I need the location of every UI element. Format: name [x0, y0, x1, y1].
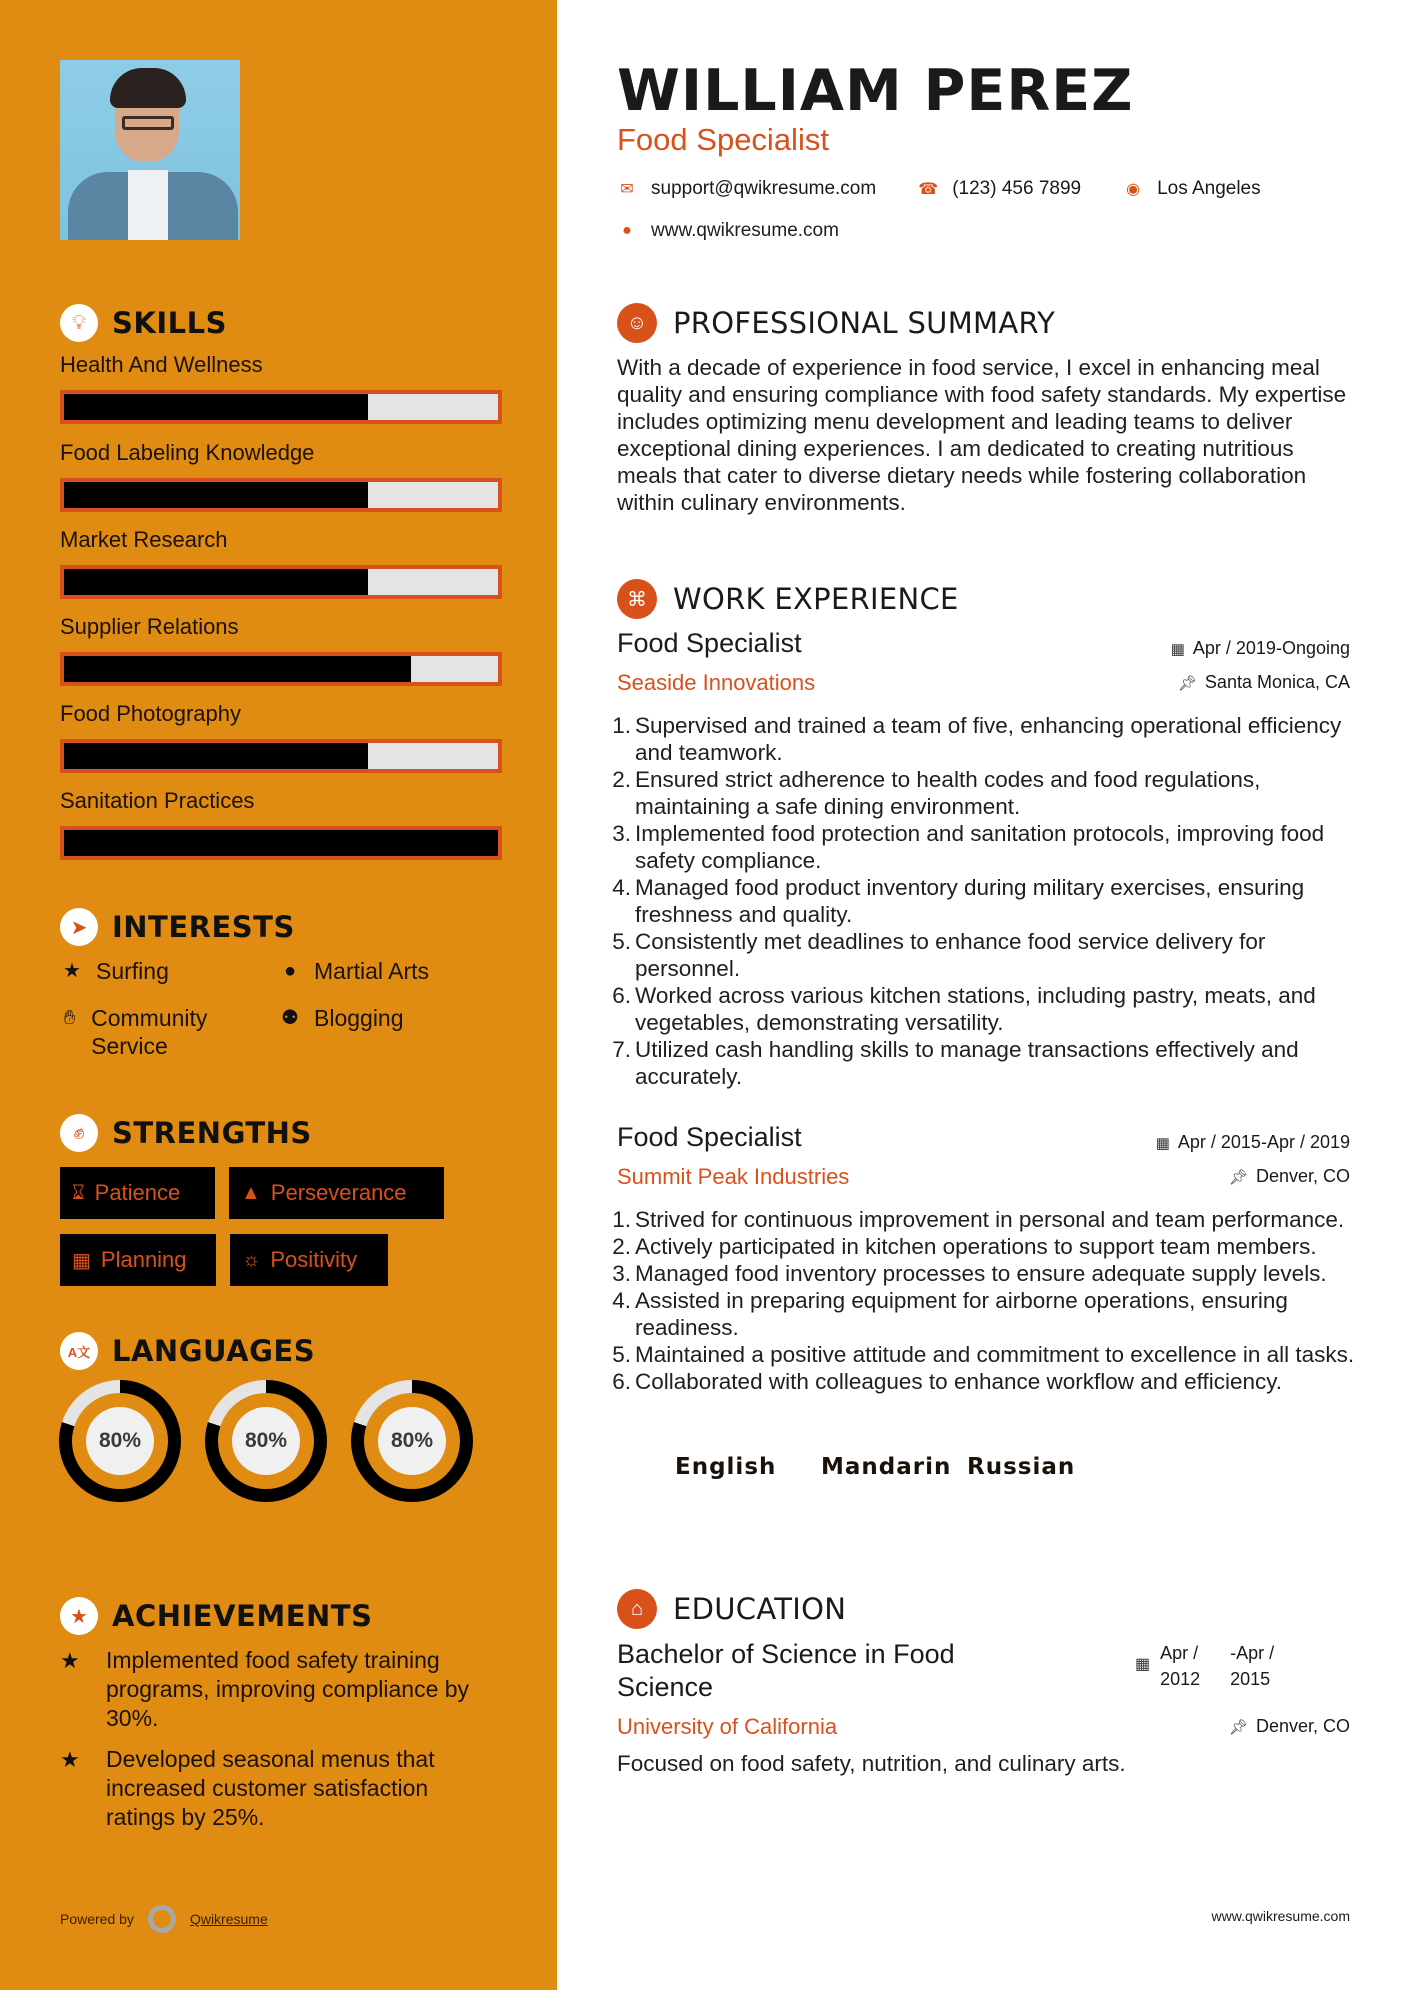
job-location: 📌︎ Denver, CO	[1228, 1166, 1350, 1186]
bullet-item: 6. Worked across various kitchen stations, including pastry, meats, and vegetables, demonstrating versatility.	[612, 983, 1316, 1035]
calendar-icon: ▦	[1155, 1134, 1170, 1152]
bullet-item: 6. Collaborated with colleagues to enhance workflow and efficiency.	[612, 1369, 1283, 1394]
contact-row	[617, 178, 1261, 200]
bullet-item: 4. Managed food product inventory during military exercises, ensuring freshness and quality.	[612, 875, 1305, 927]
bullet-item: 3. Implemented food protection and sanitation protocols, improving food safety compliance.	[612, 821, 1325, 873]
company-name: Summit Peak Industries	[617, 1164, 850, 1189]
strength-badge: ▦ Planning	[60, 1234, 216, 1286]
skill-item	[60, 352, 500, 424]
skill-bar	[60, 652, 502, 686]
calendar-icon: ▦	[1170, 640, 1185, 658]
interest-item: ★ Surfing	[60, 957, 169, 985]
skills-heading: 💡︎ SKILLS	[60, 304, 227, 342]
summary-heading: ☺ PROFESSIONAL SUMMARY	[617, 303, 1055, 343]
star-icon: ★	[63, 960, 81, 982]
calendar-icon: ▦	[1135, 1656, 1151, 1673]
skill-label: Sanitation Practices	[60, 788, 255, 813]
experience-heading: ⌘ WORK EXPERIENCE	[617, 579, 959, 619]
shooting-star-icon: ★	[60, 1747, 80, 1772]
user-icon: ☺	[617, 303, 657, 343]
candidate-name: WILLIAM PEREZ	[617, 58, 1134, 124]
job-dates: ▦ Apr / 2015-Apr / 2019	[1155, 1132, 1350, 1152]
hourglass-icon: ⌛︎	[72, 1181, 85, 1204]
bullet-item: 4. Assisted in preparing equipment for airborne operations, ensuring readiness.	[612, 1288, 1288, 1340]
skill-bar	[60, 826, 502, 860]
globe-icon: ●	[283, 960, 297, 982]
phone-number: (123) 456 7899	[952, 178, 1082, 199]
company-name: Seaside Innovations	[617, 670, 816, 695]
hand-icon: ✋︎	[63, 1007, 76, 1029]
strength-badge: ☼ Positivity	[230, 1234, 388, 1286]
language-gauge: 80% Russian	[350, 1380, 474, 1502]
powered-by: Powered by Qwikresume	[60, 1905, 268, 1933]
education-location: 📌︎ Denver, CO	[1228, 1716, 1350, 1736]
website-row	[617, 220, 839, 242]
pushpin-icon: 📌︎	[1228, 1168, 1248, 1186]
interest-item: ⚉ Blogging	[278, 1004, 404, 1032]
skill-item	[60, 440, 500, 512]
skill-label: Supplier Relations	[60, 614, 239, 639]
profile-photo	[60, 60, 240, 240]
job-role: Food Specialist	[617, 1122, 802, 1152]
bullet-item: 2. Actively participated in kitchen operations to support team members.	[612, 1234, 1317, 1259]
language-gauge: 80% Mandarin	[204, 1380, 328, 1502]
skill-label: Food Photography	[60, 701, 242, 726]
footer-website[interactable]: www.qwikresume.com	[1211, 1908, 1350, 1924]
job-dates: ▦ Apr / 2019-Ongoing	[1170, 638, 1350, 658]
skill-bar	[60, 478, 502, 512]
fist-icon: ✊︎	[60, 1114, 98, 1152]
sun-icon: ☼	[242, 1248, 261, 1271]
bullet-item: 5. Maintained a positive attitude and commitment to excellence in all tasks.	[612, 1342, 1355, 1367]
bullet-item: 2. Ensured strict adherence to health codes and food regulations, maintaining a safe dining environment.	[612, 767, 1261, 819]
users-icon: ⚉	[281, 1007, 299, 1029]
job-title: Food Specialist	[617, 122, 829, 157]
envelope-icon: ✉	[620, 181, 634, 198]
education-description: Focused on food safety, nutrition, and culinary arts.	[617, 1751, 1126, 1776]
strength-badge: ⌛︎ Patience	[60, 1167, 215, 1219]
degree: Bachelor of Science in Food Science	[617, 1639, 955, 1702]
bullet-item: 5. Consistently met deadlines to enhance food service delivery for personnel.	[612, 929, 1266, 981]
paper-plane-icon: ➤	[60, 908, 98, 946]
qwikresume-logo-icon	[148, 1905, 176, 1933]
chair-icon: ⌘	[617, 579, 657, 619]
skill-label: Health And Wellness	[60, 352, 263, 377]
skill-bar	[60, 390, 502, 424]
email-link[interactable]: support@qwikresume.com	[651, 178, 877, 199]
skill-bar	[60, 739, 502, 773]
location: Los Angeles	[1157, 178, 1261, 199]
skill-label: Market Research	[60, 527, 228, 552]
achievement-item: ★ Implemented food safety training programs, improving compliance by 30%.	[60, 1647, 470, 1731]
education-heading: ⌂ EDUCATION	[617, 1589, 846, 1629]
bullet-item: 1. Strived for continuous improvement in personal and team performance.	[612, 1207, 1345, 1232]
map-pin-icon: ◉	[1126, 181, 1141, 198]
interest-item: ● Martial Arts	[278, 957, 429, 985]
strengths-heading: ✊︎ STRENGTHS	[60, 1114, 312, 1152]
summary-text: With a decade of experience in food service, I excel in enhancing meal quality and ensuring compliance with food safety standards. My expertise includes optimizing menu development and leading teams to deliver exceptional dining experiences. I am dedicated to creating nutritious meals that cater to diverse dietary needs while fostering collaboration within culinary environments.	[617, 355, 1347, 515]
pushpin-icon: 📌︎	[1228, 1718, 1248, 1736]
website-link[interactable]: www.qwikresume.com	[651, 220, 839, 241]
bullet-item: 1. Supervised and trained a team of five, enhancing operational efficiency and teamwork.	[612, 713, 1342, 765]
interest-item: ✋︎ Community Service	[60, 1004, 250, 1060]
skill-item	[60, 788, 500, 860]
shooting-star-icon: ★	[60, 1597, 98, 1635]
job-bullets	[610, 712, 1355, 1090]
skill-label: Food Labeling Knowledge	[60, 440, 315, 465]
skill-item	[60, 701, 500, 773]
qwikresume-link[interactable]: Qwikresume	[189, 1911, 268, 1927]
school-name: University of California	[617, 1714, 838, 1739]
phone-icon: ☎	[918, 181, 939, 198]
achievement-item: ★ Developed seasonal menus that increased customer satisfaction ratings by 25%.	[60, 1746, 435, 1830]
education-dates: ▦ Apr / 2012 -Apr / 2015	[1135, 1640, 1290, 1692]
skill-item	[60, 527, 500, 599]
strength-badge: ▲ Perseverance	[229, 1167, 444, 1219]
job-location: 📌︎ Santa Monica, CA	[1177, 672, 1350, 692]
translate-icon: A文	[60, 1332, 98, 1370]
job-bullets	[610, 1206, 1355, 1395]
skill-bar	[60, 565, 502, 599]
skill-item	[60, 614, 500, 686]
pushpin-icon: 📌︎	[1177, 674, 1197, 692]
globe-icon: ●	[622, 222, 632, 239]
interests-heading: ➤ INTERESTS	[60, 908, 295, 946]
graduate-icon: ⌂	[617, 1589, 657, 1629]
languages-heading: A文 LANGUAGES	[60, 1332, 315, 1370]
shooting-star-icon: ★	[60, 1648, 80, 1673]
bullet-item: 3. Managed food inventory processes to ensure adequate supply levels.	[612, 1261, 1327, 1286]
job-role: Food Specialist	[617, 628, 802, 658]
achievements-heading: ★ ACHIEVEMENTS	[60, 1597, 372, 1635]
lightbulb-icon: 💡︎	[60, 304, 98, 342]
road-icon: ▲	[241, 1181, 261, 1204]
language-gauge: 80% English	[58, 1380, 182, 1502]
calendar-icon: ▦	[72, 1249, 91, 1272]
bullet-item: 7. Utilized cash handling skills to manage transactions effectively and accurately.	[612, 1037, 1299, 1089]
